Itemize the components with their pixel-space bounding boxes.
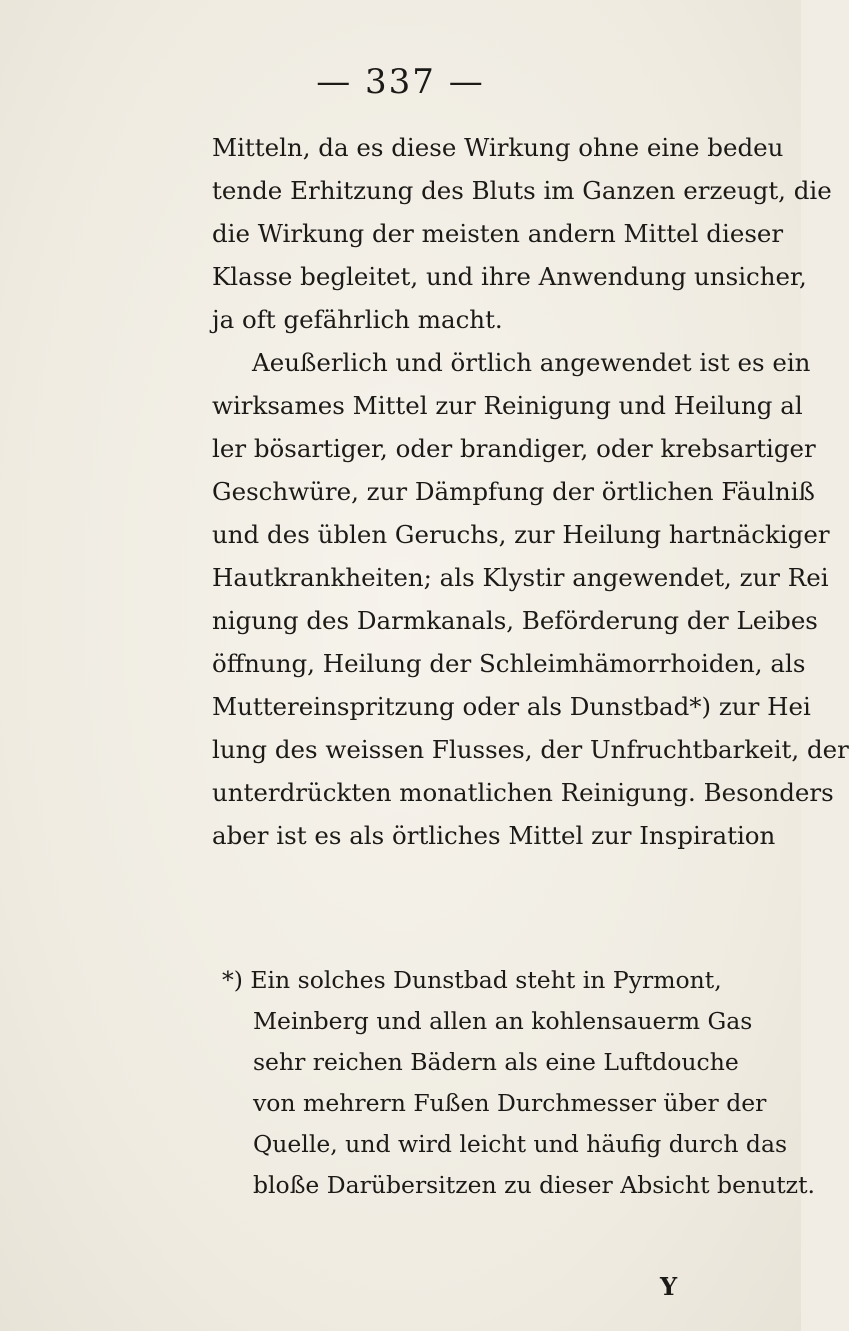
text-line: wirksames Mittel zur Reinigung und Heilung al bbox=[212, 391, 803, 420]
text-line: Aeußerlich und örtlich angewendet ist es ein bbox=[252, 348, 811, 377]
text-line: Geschwüre, zur Dämpfung der örtlichen Fäulniß bbox=[212, 477, 815, 506]
catchword: Y bbox=[660, 1272, 678, 1301]
main-text bbox=[212, 126, 849, 857]
footnote-line: sehr reichen Bädern als eine Luftdouche bbox=[253, 1048, 739, 1076]
text-line: aber ist es als örtliches Mittel zur Inspiration bbox=[212, 821, 776, 850]
text-line: öffnung, Heilung der Schleimhämorrhoiden, als bbox=[212, 649, 806, 678]
footnote-line: bloße Darübersitzen zu dieser Absicht benutzt. bbox=[253, 1171, 815, 1199]
text-line: und des üblen Geruchs, zur Heilung hartnäckiger bbox=[212, 520, 830, 549]
text-line: unterdrückten monatlichen Reinigung. Besonders bbox=[212, 778, 834, 807]
text-line: Mitteln, da es diese Wirkung ohne eine bedeu bbox=[212, 133, 784, 162]
text-line: lung des weissen Flusses, der Unfruchtbarkeit, der bbox=[212, 735, 849, 764]
text-line: ja oft gefährlich macht. bbox=[212, 305, 503, 334]
footnote-line: Meinberg und allen an kohlensauerm Gas bbox=[253, 1007, 753, 1035]
text-line: ler bösartiger, oder brandiger, oder krebsartiger bbox=[212, 434, 816, 463]
text-line: tende Erhitzung des Bluts im Ganzen erzeugt, die bbox=[212, 176, 832, 205]
page-number: — 337 — bbox=[316, 62, 485, 102]
text-line: Muttereinspritzung oder als Dunstbad*) zur Hei bbox=[212, 692, 811, 721]
text-line: nigung des Darmkanals, Beförderung der Leibes bbox=[212, 606, 818, 635]
footnote-line: von mehrern Fußen Durchmesser über der bbox=[253, 1089, 767, 1117]
text-line: die Wirkung der meisten andern Mittel dieser bbox=[212, 219, 784, 248]
footnote-line: Quelle, und wird leicht und häufig durch das bbox=[253, 1130, 788, 1158]
text-line: Klasse begleitet, und ihre Anwendung unsicher, bbox=[212, 262, 807, 291]
footnote-line: *) Ein solches Dunstbad steht in Pyrmont, bbox=[222, 966, 722, 994]
text-line: Hautkrankheiten; als Klystir angewendet, zur Rei bbox=[212, 563, 829, 592]
footnote bbox=[212, 960, 815, 1206]
